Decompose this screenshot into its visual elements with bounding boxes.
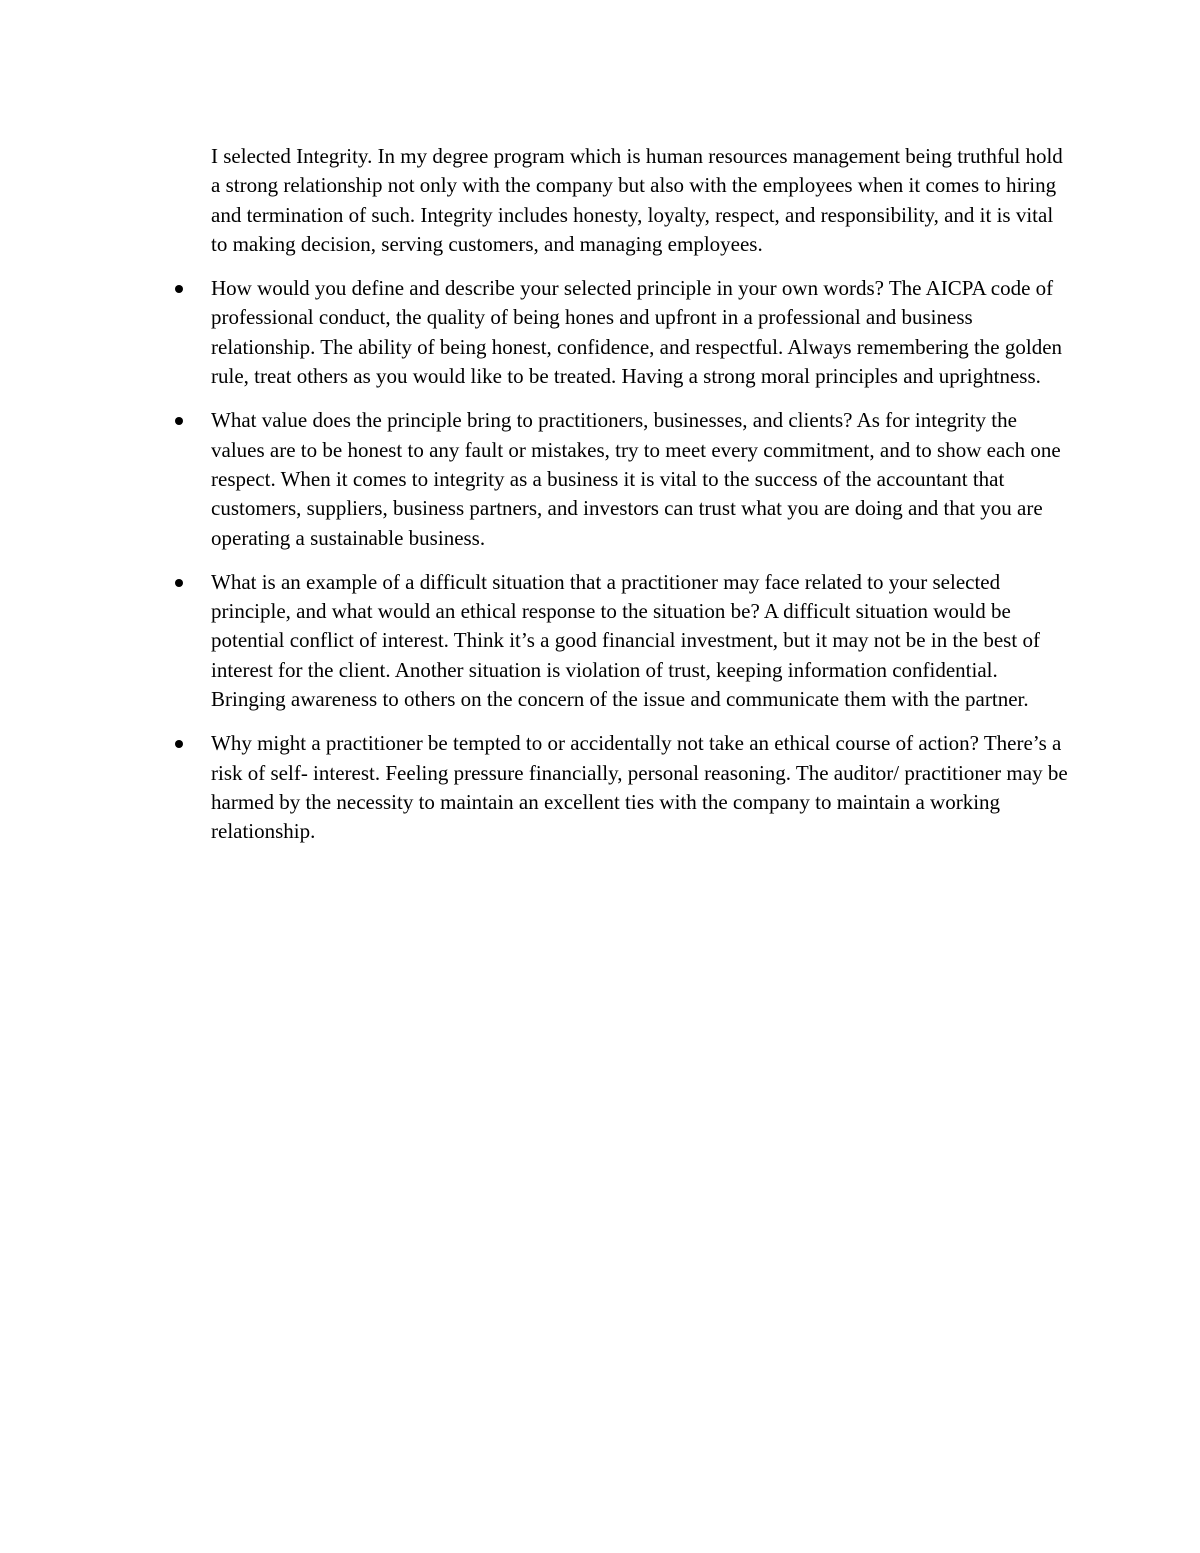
document-body [211, 142, 1071, 862]
question-list [211, 274, 1071, 846]
bullet-icon [175, 417, 183, 425]
bullet-icon [175, 740, 183, 748]
list-item-text: What is an example of a difficult situation that a practitioner may face related to your selected principle, and what would an ethical response to the situation be? A difficult situation would be potential conflict of interest. Think it’s a good financial investment, but it may not be in the best of interest for the client. Another situation is violation of trust, keeping information confidential. Bringing awareness to others on the concern of the issue and communicate them with the partner. [211, 569, 1040, 712]
intro-paragraph: I selected Integrity. In my degree program which is human resources management being truthful hold a strong relationship not only with the company but also with the employees when it comes to hiring and termination of such. Integrity includes honesty, loyalty, respect, and responsibility, and it is vital to making decision, serving customers, and managing employees. [211, 144, 1063, 256]
list-item [211, 274, 1071, 391]
bullet-icon [175, 285, 183, 293]
list-item [211, 729, 1071, 846]
list-item-text: Why might a practitioner be tempted to or accidentally not take an ethical course of action? There’s a risk of self- interest. Feeling pressure financially, personal reasoning. The auditor/ practitioner may be harmed by the necessity to maintain an excellent ties with the company to maintain a working relationship. [211, 731, 1068, 844]
list-item-text: What value does the principle bring to practitioners, businesses, and clients? As for integrity the values are to be honest to any fault or mistakes, try to meet every commitment, and to show each one respect. When it comes to integrity as a business it is vital to the success of the accountant that customers, suppliers, business partners, and investors can trust what you are doing and that you are operating a sustainable business. [211, 408, 1061, 550]
list-item [211, 568, 1071, 714]
list-item-text: How would you define and describe your selected principle in your own words? The AICPA code of professional conduct, the quality of being hones and upfront in a professional and business relationship. The ability of being honest, confidence, and respectful. Always remembering the golden rule, treat others as you would like to be treated. Having a strong moral principles and uprightness. [211, 276, 1063, 389]
list-item [211, 406, 1071, 552]
bullet-icon [175, 579, 183, 587]
